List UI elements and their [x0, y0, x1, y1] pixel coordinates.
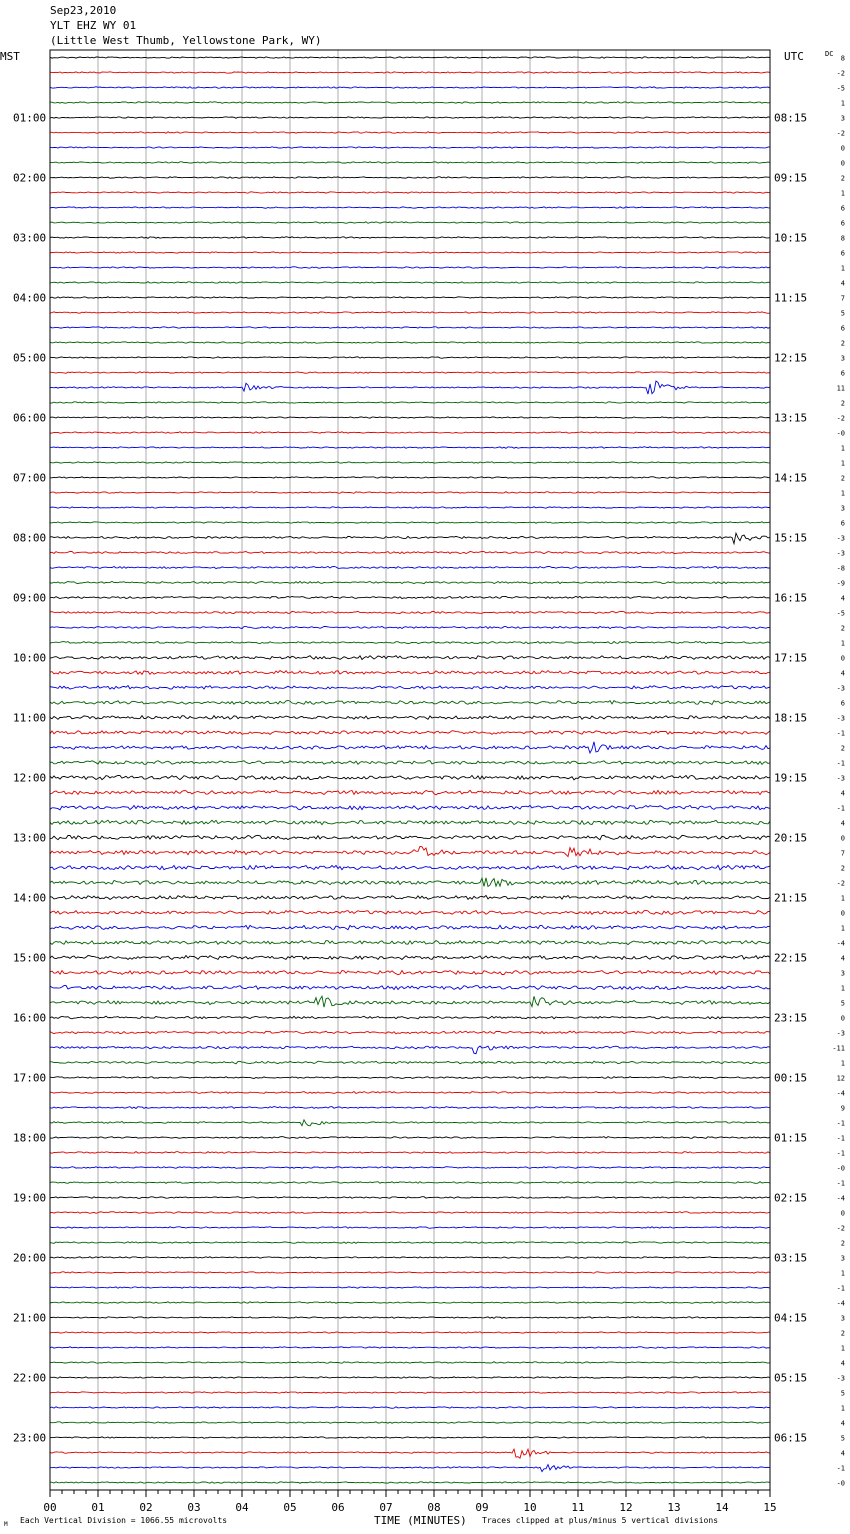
- x-tick-label: 15: [763, 1501, 777, 1514]
- dc-offset-value: 5: [840, 999, 845, 1008]
- seismic-trace: [50, 671, 770, 675]
- dc-offset-value: 2: [840, 1239, 845, 1248]
- seismic-trace: [50, 222, 770, 224]
- dc-offset-value: 4: [840, 1449, 845, 1458]
- seismic-trace: [50, 507, 770, 508]
- seismic-trace: [50, 1287, 770, 1289]
- dc-offset-value: 1: [840, 894, 845, 903]
- seismic-trace: [50, 1377, 770, 1378]
- hour-label-utc: 04:15: [774, 1311, 808, 1325]
- dc-offset-value: 4: [840, 1359, 845, 1368]
- seismic-trace: [50, 1392, 770, 1393]
- seismic-trace: [50, 731, 770, 735]
- dc-offset-value: 4: [840, 594, 845, 603]
- hour-label-mst: 08:00: [13, 531, 47, 545]
- hour-label-mst: 03:00: [13, 231, 47, 245]
- seismic-trace: [50, 1449, 770, 1458]
- dc-offset-value: 12: [836, 1074, 845, 1083]
- dc-offset-value: -0: [836, 429, 845, 438]
- plot-date: Sep23,2010: [50, 4, 117, 17]
- hour-label-mst: 20:00: [13, 1251, 47, 1265]
- seismic-trace: [50, 626, 770, 628]
- dc-offset-value: 3: [840, 969, 845, 978]
- seismic-trace: [50, 492, 770, 494]
- dc-offset-value: 1: [840, 444, 845, 453]
- seismic-trace: [50, 1061, 770, 1064]
- x-tick-label: 00: [43, 1501, 57, 1514]
- dc-offset-value: -1: [836, 759, 845, 768]
- minute-grid: [98, 50, 722, 1490]
- dc-offset-value: 2: [840, 744, 845, 753]
- scale-note: Each Vertical Division = 1066.55 microvolts: [20, 1516, 228, 1525]
- dc-offset-value: 2: [840, 1329, 845, 1338]
- dc-offset-value: -8: [836, 564, 845, 573]
- seismic-trace: [50, 805, 770, 810]
- dc-offset-value: 6: [840, 204, 845, 213]
- dc-offset-value: 0: [840, 1209, 845, 1218]
- seismic-trace: [50, 790, 770, 795]
- right-timezone-label: UTC: [784, 50, 804, 63]
- dc-offset-value: -1: [836, 1149, 845, 1158]
- seismic-trace: [50, 1422, 770, 1424]
- seismic-trace: [50, 1482, 770, 1483]
- seismic-trace: [50, 372, 770, 374]
- seismic-trace: [50, 596, 770, 598]
- x-tick-label: 12: [619, 1501, 633, 1514]
- left-timezone-label: MST: [0, 50, 20, 63]
- hour-label-utc: 01:15: [774, 1131, 808, 1145]
- hour-label-mst: 01:00: [13, 111, 47, 125]
- seismic-trace: [50, 910, 770, 914]
- hour-label-mst: 17:00: [13, 1071, 47, 1085]
- hour-label-mst: 19:00: [13, 1191, 47, 1205]
- dc-offset-value: 3: [840, 1254, 845, 1263]
- dc-offset-value: -3: [836, 534, 845, 543]
- dc-offset-value: -5: [836, 609, 845, 618]
- seismic-trace: [50, 252, 770, 253]
- dc-offset-value: 1: [840, 639, 845, 648]
- hour-label-mst: 04:00: [13, 291, 47, 305]
- seismic-trace: [50, 775, 770, 779]
- dc-offset-value: -1: [836, 729, 845, 738]
- seismic-trace: [50, 1302, 770, 1304]
- hour-label-utc: 13:15: [774, 411, 808, 425]
- dc-offset-value: 2: [840, 474, 845, 483]
- seismic-trace: [50, 132, 770, 134]
- seismic-trace: [50, 956, 770, 960]
- hour-label-utc: 10:15: [774, 231, 808, 245]
- hour-label-utc: 09:15: [774, 171, 808, 185]
- seismic-trace: [50, 566, 770, 568]
- seismic-trace: [50, 761, 770, 765]
- seismic-trace: [50, 417, 770, 419]
- dc-offset-value: 2: [840, 399, 845, 408]
- trace-group: [50, 57, 770, 1483]
- seismic-trace: [50, 1347, 770, 1349]
- dc-offset-value: -0: [836, 1164, 845, 1173]
- dc-offset-value: -3: [836, 714, 845, 723]
- dc-offset-value: -2: [836, 879, 845, 888]
- x-tick-label: 14: [715, 1501, 729, 1514]
- dc-offset-value: -1: [836, 1119, 845, 1128]
- seismic-trace: [50, 846, 770, 856]
- dc-offset-value: -3: [836, 684, 845, 693]
- seismic-trace: [50, 192, 770, 193]
- seismic-trace: [50, 895, 770, 899]
- dc-offset-value: 2: [840, 624, 845, 633]
- dc-offset-value: 5: [840, 309, 845, 318]
- seismic-trace: [50, 1332, 770, 1334]
- hour-label-mst: 21:00: [13, 1311, 47, 1325]
- seismic-trace: [50, 447, 770, 449]
- seismic-trace: [50, 820, 770, 824]
- seismic-trace: [50, 117, 770, 118]
- dc-offset-value: 1: [840, 1344, 845, 1353]
- hour-label-mst: 05:00: [13, 351, 47, 365]
- seismic-trace: [50, 477, 770, 479]
- seismic-trace: [50, 551, 770, 553]
- seismic-trace: [50, 1182, 770, 1184]
- seismic-trace: [50, 237, 770, 239]
- dc-offset-value: 1: [840, 459, 845, 468]
- dc-offset-value: -1: [836, 1134, 845, 1143]
- hour-label-utc: 20:15: [774, 831, 808, 845]
- dc-offset-value: 4: [840, 1419, 845, 1428]
- hour-label-mst: 02:00: [13, 171, 47, 185]
- station-location: (Little West Thumb, Yellowstone Park, WY): [50, 34, 322, 47]
- seismic-trace: [50, 1031, 770, 1034]
- seismic-trace: [50, 1257, 770, 1259]
- hour-label-mst: 11:00: [13, 711, 47, 725]
- hour-label-mst: 07:00: [13, 471, 47, 485]
- seismic-trace: [50, 716, 770, 720]
- x-tick-label: 06: [331, 1501, 345, 1514]
- dc-offset-value: -0: [836, 1479, 845, 1488]
- seismic-trace: [50, 1437, 770, 1439]
- dc-offset-value: -2: [836, 1224, 845, 1233]
- seismic-trace: [50, 1465, 770, 1472]
- hour-label-utc: 06:15: [774, 1431, 808, 1445]
- dc-offset-value: 2: [840, 339, 845, 348]
- dc-offset-value: 8: [840, 54, 845, 63]
- hour-label-mst: 16:00: [13, 1011, 47, 1025]
- hour-label-mst: 06:00: [13, 411, 47, 425]
- seismic-trace: [50, 522, 770, 523]
- hour-label-utc: 12:15: [774, 351, 808, 365]
- seismic-trace: [50, 381, 770, 394]
- dc-offset-value: 1: [840, 1059, 845, 1068]
- dc-offset-value: 3: [840, 354, 845, 363]
- hour-label-utc: 19:15: [774, 771, 808, 785]
- seismic-trace: [50, 1046, 770, 1054]
- dc-offset-value: -1: [836, 1464, 845, 1473]
- seismic-trace: [50, 1242, 770, 1244]
- dc-offset-value: -2: [836, 414, 845, 423]
- x-tick-label: 08: [427, 1501, 441, 1514]
- seismic-trace: [50, 878, 770, 887]
- dc-offset-value: 4: [840, 279, 845, 288]
- seismic-trace: [50, 1107, 770, 1109]
- x-axis-title: TIME (MINUTES): [374, 1514, 467, 1527]
- seismic-trace: [50, 267, 770, 269]
- seismic-trace: [50, 581, 770, 583]
- hour-label-mst: 14:00: [13, 891, 47, 905]
- seismic-trace: [50, 1197, 770, 1199]
- seismic-trace: [50, 402, 770, 403]
- dc-offset-value: 7: [840, 294, 845, 303]
- hour-label-mst: 10:00: [13, 651, 47, 665]
- seismic-trace: [50, 462, 770, 464]
- hour-label-mst: 09:00: [13, 591, 47, 605]
- dc-offset-value: -3: [836, 774, 845, 783]
- seismic-trace: [50, 177, 770, 179]
- seismic-trace: [50, 72, 770, 73]
- dc-offset-value: 1: [840, 489, 845, 498]
- dc-offset-value: 6: [840, 324, 845, 333]
- dc-offset-value: 0: [840, 909, 845, 918]
- dc-offset-value: 0: [840, 159, 845, 168]
- seismic-trace: [50, 57, 770, 58]
- hour-label-utc: 23:15: [774, 1011, 808, 1025]
- x-tick-label: 11: [571, 1501, 585, 1514]
- seismic-trace: [50, 971, 770, 975]
- hour-label-mst: 18:00: [13, 1131, 47, 1145]
- dc-offset-value: 0: [840, 654, 845, 663]
- seismic-trace: [50, 865, 770, 870]
- x-tick-label: 03: [187, 1501, 201, 1514]
- dc-offset-value: 5: [840, 1434, 845, 1443]
- dc-offset-value: -4: [836, 1194, 845, 1203]
- x-tick-label: 04: [235, 1501, 249, 1514]
- seismic-trace: [50, 162, 770, 163]
- dc-offset-value: -5: [836, 84, 845, 93]
- seismic-trace: [50, 533, 770, 543]
- hour-label-utc: 18:15: [774, 711, 808, 725]
- hour-label-utc: 11:15: [774, 291, 808, 305]
- seismic-trace: [50, 1016, 770, 1019]
- seismic-trace: [50, 996, 770, 1007]
- dc-offset-value: 1: [840, 99, 845, 108]
- dc-offset-value: -1: [836, 1179, 845, 1188]
- dc-offset-value: 4: [840, 954, 845, 963]
- dc-offset-value: -3: [836, 549, 845, 558]
- dc-offset-value: 5: [840, 1389, 845, 1398]
- dc-header-label: DC: [825, 50, 834, 58]
- x-tick-label: 02: [139, 1501, 153, 1514]
- seismic-trace: [50, 742, 770, 753]
- hour-label-utc: 16:15: [774, 591, 808, 605]
- dc-offset-value: 9: [840, 1104, 845, 1113]
- dc-offset-value: -9: [836, 579, 845, 588]
- seismic-trace: [50, 642, 770, 644]
- dc-offset-value: -2: [836, 129, 845, 138]
- x-axis: [43, 1490, 776, 1514]
- plot-frame: [50, 50, 770, 1490]
- dc-offset-value: 1: [840, 924, 845, 933]
- dc-offset-value: 2: [840, 864, 845, 873]
- seismic-trace: [50, 1317, 770, 1319]
- dc-offset-value: 6: [840, 219, 845, 228]
- seismic-trace: [50, 656, 770, 660]
- hour-label-utc: 14:15: [774, 471, 808, 485]
- seismic-trace: [50, 297, 770, 298]
- x-tick-label: 13: [667, 1501, 681, 1514]
- seismic-trace: [50, 1120, 770, 1126]
- seismic-trace: [50, 701, 770, 705]
- dc-offset-value: 1: [840, 1404, 845, 1413]
- seismic-trace: [50, 986, 770, 990]
- hour-label-mst: 23:00: [13, 1431, 47, 1445]
- dc-offset-value: 3: [840, 1314, 845, 1323]
- dc-offset-value: 6: [840, 519, 845, 528]
- dc-offset-value: 4: [840, 819, 845, 828]
- dc-offset-value: -1: [836, 1284, 845, 1293]
- x-tick-label: 01: [91, 1501, 105, 1514]
- seismic-trace: [50, 835, 770, 839]
- dc-offset-value: 1: [840, 1269, 845, 1278]
- dc-offset-value: -3: [836, 1374, 845, 1383]
- seismic-trace: [50, 87, 770, 89]
- dc-offset-value: 6: [840, 699, 845, 708]
- dc-offset-value: 3: [840, 114, 845, 123]
- hour-label-mst: 13:00: [13, 831, 47, 845]
- station-code: YLT EHZ WY 01: [50, 19, 137, 32]
- hour-label-mst: 22:00: [13, 1371, 47, 1385]
- seismic-trace: [50, 1137, 770, 1139]
- seismic-trace: [50, 312, 770, 314]
- seismic-trace: [50, 327, 770, 328]
- seismic-trace: [50, 1362, 770, 1364]
- seismic-trace: [50, 102, 770, 104]
- hour-label-utc: 15:15: [774, 531, 808, 545]
- seismic-trace: [50, 1092, 770, 1094]
- dc-offset-value: -3: [836, 1029, 845, 1038]
- dc-offset-value: 6: [840, 369, 845, 378]
- dc-offset-value: -4: [836, 1089, 845, 1098]
- hour-label-utc: 08:15: [774, 111, 808, 125]
- x-tick-label: 10: [523, 1501, 537, 1514]
- hour-label-utc: 03:15: [774, 1251, 808, 1265]
- dc-offset-value: -11: [832, 1044, 845, 1053]
- seismic-trace: [50, 611, 770, 613]
- dc-offset-value: 7: [840, 849, 845, 858]
- dc-offset-value: -2: [836, 69, 845, 78]
- hour-label-mst: 15:00: [13, 951, 47, 965]
- hour-label-utc: 02:15: [774, 1191, 808, 1205]
- dc-offset-value: 3: [840, 504, 845, 513]
- corner-mark: M: [4, 1521, 8, 1528]
- seismic-trace: [50, 1152, 770, 1154]
- dc-offset-value: 1: [840, 984, 845, 993]
- dc-offset-value: 6: [840, 249, 845, 258]
- seismic-trace: [50, 282, 770, 284]
- dc-offset-value: 4: [840, 789, 845, 798]
- dc-offset-value: 0: [840, 834, 845, 843]
- seismic-trace: [50, 686, 770, 690]
- seismic-trace: [50, 1272, 770, 1273]
- dc-offset-value: -4: [836, 1299, 845, 1308]
- dc-offset-value: -4: [836, 939, 845, 948]
- dc-offset-value: 0: [840, 1014, 845, 1023]
- seismic-trace: [50, 1167, 770, 1169]
- seismic-trace: [50, 925, 770, 929]
- dc-offset-value: 11: [836, 384, 845, 393]
- seismic-trace: [50, 357, 770, 359]
- dc-offset-value: 2: [840, 174, 845, 183]
- hour-label-utc: 17:15: [774, 651, 808, 665]
- seismic-trace: [50, 1077, 770, 1079]
- hour-label-utc: 21:15: [774, 891, 808, 905]
- seismic-trace: [50, 432, 770, 434]
- seismic-trace: [50, 1212, 770, 1214]
- dc-offset-value: 1: [840, 264, 845, 273]
- seismic-trace: [50, 941, 770, 945]
- dc-offset-column: [832, 55, 845, 1488]
- x-tick-label: 07: [379, 1501, 393, 1514]
- hour-label-mst: 12:00: [13, 771, 47, 785]
- seismic-trace: [50, 1227, 770, 1229]
- hour-label-utc: 05:15: [774, 1371, 808, 1385]
- seismic-trace: [50, 147, 770, 149]
- dc-offset-value: 0: [840, 144, 845, 153]
- dc-offset-value: 1: [840, 189, 845, 198]
- hour-label-utc: 22:15: [774, 951, 808, 965]
- hour-label-utc: 00:15: [774, 1071, 808, 1085]
- seismic-trace: [50, 342, 770, 344]
- clip-note: Traces clipped at plus/minus 5 vertical divisions: [482, 1516, 719, 1525]
- x-tick-label: 09: [475, 1501, 489, 1514]
- x-tick-label: 05: [283, 1501, 297, 1514]
- seismic-trace: [50, 1407, 770, 1409]
- dc-offset-value: -1: [836, 804, 845, 813]
- dc-offset-value: 8: [840, 234, 845, 243]
- seismic-trace: [50, 207, 770, 209]
- dc-offset-value: 4: [840, 669, 845, 678]
